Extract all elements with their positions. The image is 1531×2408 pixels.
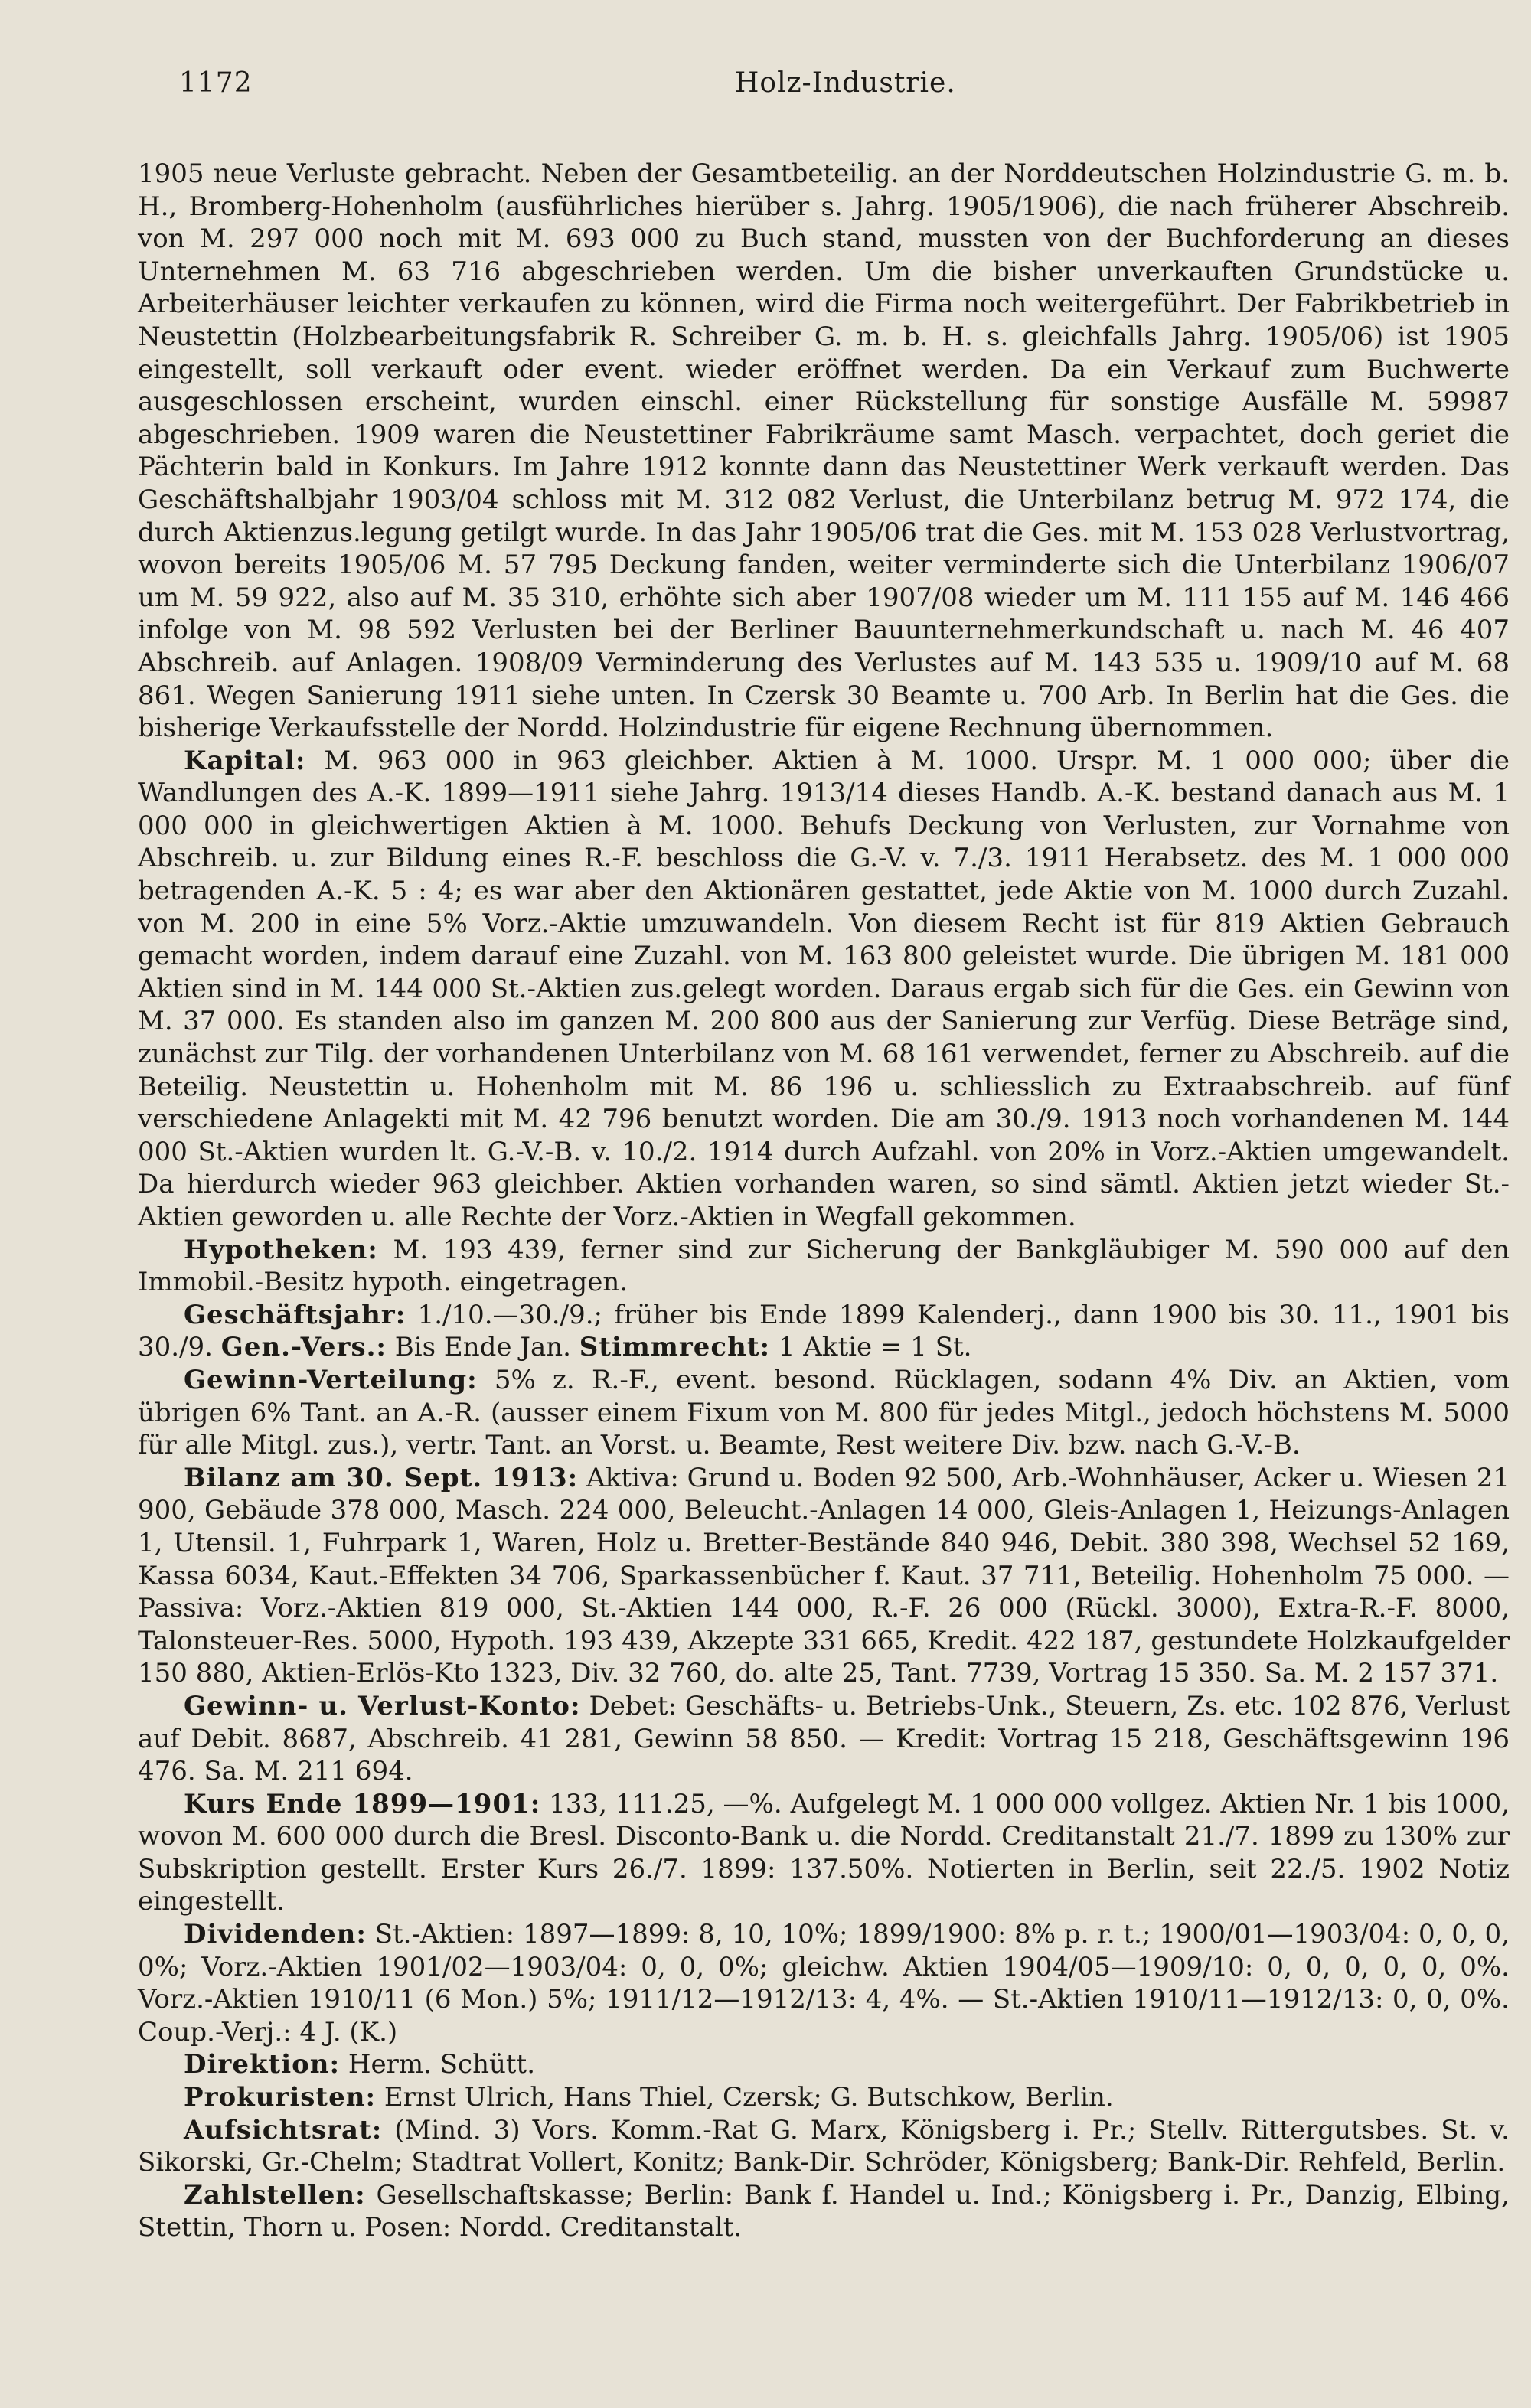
paragraph-text: Gesellschaftskasse; Berlin: Bank f. Handel u. Ind.; Königsberg i. Pr., Danzig, Elbing, Stettin, Thorn u. Posen: Nordd. Creditanstalt.	[138, 2179, 1510, 2243]
section-heading: Direktion:	[184, 2049, 341, 2080]
section-heading: Stimmrecht:	[579, 1332, 771, 1363]
paragraph-text: 133, 111.25, —%. Aufgelegt M. 1 000 000 vollgez. Aktien Nr. 1 bis 1000, wovon M. 600 000 durch die Bresl. Disconto-Bank u. die Nordd. Creditanstalt 21./7. 1899 zu 130% zur Subskription gestellt. Erster Kurs 26./7. 1899: 137.50%. Notierten in Berlin, seit 22./5. 1902 Notiz eingestellt.	[138, 1788, 1510, 1917]
paragraph-direktion	[138, 2048, 1510, 2081]
running-title: Holz-Industrie.	[735, 67, 956, 99]
paragraph-text: M. 193 439, ferner sind zur Sicherung der Bankgläubiger M. 590 000 auf den Immobil.-Besitz hypoth. eingetragen.	[138, 1234, 1510, 1298]
section-heading: Kurs Ende 1899—1901:	[184, 1788, 541, 1819]
body-text	[138, 158, 1510, 2244]
section-heading: Prokuristen:	[184, 2082, 377, 2113]
paragraph-text: 1./10.—30./9.; früher bis Ende 1899 Kalenderj., dann 1900 bis 30. 11., 1901 bis 30./9.	[138, 1299, 1510, 1363]
paragraph-kapital	[138, 745, 1510, 1234]
paragraph-text: M. 963 000 in 963 gleichber. Aktien à M. 1000. Urspr. M. 1 000 000; über die Wandlungen des A.-K. 1899—1911 siehe Jahrg. 1913/14 dieses Handb. A.-K. bestand danach aus M. 1 000 000 in gleichwertigen Aktien à M. 1000. Behufs Deckung von Verlusten, zur Vornahme von Abschreib. u. zur Bildung eines R.-F. beschloss die G.-V. v. 7./3. 1911 Herabsetz. des M. 1 000 000 betragenden A.-K. 5 : 4; es war aber den Aktionären gestattet, jede Aktie von M. 1000 durch Zuzahl. von M. 200 in eine 5% Vorz.-Aktie umzuwandeln. Von diesem Recht ist für 819 Aktien Gebrauch gemacht worden, indem darauf eine Zuzahl. von M. 163 800 geleistet wurde. Die übrigen M. 181 000 Aktien sind in M. 144 000 St.-Aktien zus.gelegt worden. Daraus ergab sich für die Ges. ein Gewinn von M. 37 000. Es standen also im ganzen M. 200 800 aus der Sanierung zur Verfüg. Diese Beträge sind, zunächst zur Tilg. der vorhandenen Unterbilanz von M. 68 161 verwendet, ferner zu Abschreib. auf die Beteilig. Neustettin u. Hohenholm mit M. 86 196 u. schliesslich zu Extraabschreib. auf fünf verschiedene Anlagekti mit M. 42 796 benutzt worden. Die am 30./9. 1913 noch vorhandenen M. 144 000 St.-Aktien wurden lt. G.-V.-B. v. 10./2. 1914 durch Aufzahl. von 20% in Vorz.-Aktien umgewandelt. Da hierdurch wieder 963 gleichber. Aktien vorhanden waren, so sind sämtl. Aktien jetzt wieder St.-Aktien geworden u. alle Rechte der Vorz.-Aktien in Wegfall gekommen.	[138, 745, 1510, 1232]
paragraph-gewinnverteilung	[138, 1364, 1510, 1462]
paragraph-text: Aktiva: Grund u. Boden 92 500, Arb.-Wohnhäuser, Acker u. Wiesen 21 900, Gebäude 378 000, Masch. 224 000, Beleucht.-Anlagen 14 000, Gleis-Anlagen 1, Heizungs-Anlagen 1, Utensil. 1, Fuhrpark 1, Waren, Holz u. Bretter-Bestände 840 946, Debit. 380 398, Wechsel 52 169, Kassa 6034, Kaut.-Effekten 34 706, Sparkassenbücher f. Kaut. 37 711, Beteilig. Hohenholm 75 000. — Passiva: Vorz.-Aktien 819 000, St.-Aktien 144 000, R.-F. 26 000 (Rückl. 3000), Extra-R.-F. 8000, Talonsteuer-Res. 5000, Hypoth. 193 439, Akzepte 331 665, Kredit. 422 187, gestundete Holzkaufgelder 150 880, Aktien-Erlös-Kto 1323, Div. 32 760, do. alte 25, Tant. 7739, Vortrag 15 350. Sa. M. 2 157 371.	[138, 1462, 1510, 1689]
paragraph-text: Debet: Geschäfts- u. Betriebs-Unk., Steuern, Zs. etc. 102 876, Verlust auf Debit. 8687, Abschreib. 41 281, Gewinn 58 850. — Kredit: Vortrag 15 218, Geschäftsgewinn 196 476. Sa. M. 211 694.	[138, 1690, 1510, 1787]
paragraph-geschaeftsjahr	[138, 1299, 1510, 1364]
page-number: 1172	[179, 67, 253, 99]
paragraph-dividenden	[138, 1918, 1510, 2048]
section-heading: Gen.-Vers.:	[220, 1332, 387, 1363]
section-heading: Gewinn- u. Verlust-Konto:	[184, 1690, 581, 1721]
paragraph-text: 1 Aktie = 1 St.	[770, 1332, 972, 1363]
section-heading: Kapital:	[184, 745, 306, 776]
paragraph-text: 5% z. R.-F., event. besond. Rücklagen, sodann 4% Div. an Aktien, vom übrigen 6% Tant. an A.-R. (ausser einem Fixum von M. 800 für jedes Mitgl., jedoch höchstens M. 5000 für alle Mitgl. zus.), vertr. Tant. an Vorst. u. Beamte, Rest weitere Div. bzw. nach G.-V.-B.	[138, 1364, 1510, 1461]
paragraph-intro	[138, 158, 1510, 745]
section-heading: Hypotheken:	[184, 1234, 378, 1265]
paragraph-kurs	[138, 1788, 1510, 1918]
section-heading: Bilanz am 30. Sept. 1913:	[184, 1462, 579, 1493]
page-header	[138, 60, 1510, 106]
section-heading: Zahlstellen:	[184, 2179, 366, 2211]
paragraph-bilanz	[138, 1462, 1510, 1690]
section-heading: Gewinn-Verteilung:	[184, 1364, 478, 1395]
paragraph-zahlstellen	[138, 2179, 1510, 2244]
paragraph-text: Ernst Ulrich, Hans Thiel, Czersk; G. Butschkow, Berlin.	[376, 2082, 1114, 2113]
section-heading: Aufsichtsrat:	[184, 2114, 383, 2145]
paragraph-text: Bis Ende Jan.	[386, 1332, 579, 1363]
paragraph-aufsichtsrat	[138, 2114, 1510, 2179]
paragraph-text: (Mind. 3) Vors. Komm.-Rat G. Marx, Königsberg i. Pr.; Stellv. Rittergutsbes. St. v. Sikorski, Gr.-Chelm; Stadtrat Vollert, Konitz; Bank-Dir. Schröder, Königsberg; Bank-Dir. Rehfeld, Berlin.	[138, 2114, 1510, 2178]
paragraph-prokuristen	[138, 2081, 1510, 2114]
paragraph-text: St.-Aktien: 1897—1899: 8, 10, 10%; 1899/1900: 8% p. r. t.; 1900/01—1903/04: 0, 0, 0, 0%; Vorz.-Aktien 1901/02—1903/04: 0, 0, 0%; gleichw. Aktien 1904/05—1909/10: 0, 0, 0, 0, 0, 0%. Vorz.-Aktien 1910/11 (6 Mon.) 5%; 1911/12—1912/13: 4, 4%. — St.-Aktien 1910/11—1912/13: 0, 0, 0%. Coup.-Verj.: 4 J. (K.)	[138, 1919, 1510, 2047]
paragraph-gewinnkonto	[138, 1690, 1510, 1788]
paragraph-text: Herm. Schütt.	[340, 2049, 536, 2080]
section-heading: Geschäftsjahr:	[184, 1299, 406, 1330]
paragraph-hypotheken	[138, 1234, 1510, 1299]
section-heading: Dividenden:	[184, 1919, 367, 1950]
paragraph-text: 1905 neue Verluste gebracht. Neben der Gesamtbeteilig. an der Norddeutschen Holzindustrie G. m. b. H., Bromberg-Hohenholm (ausführliches hierüber s. Jahrg. 1905/1906), die nach früherer Abschreib. von M. 297 000 noch mit M. 693 000 zu Buch stand, mussten von der Buchforderung an dieses Unternehmen M. 63 716 abgeschrieben werden. Um die bisher unverkauften Grundstücke u. Arbeiterhäuser leichter verkaufen zu können, wird die Firma noch weitergeführt. Der Fabrikbetrieb in Neustettin (Holzbearbeitungsfabrik R. Schreiber G. m. b. H. s. gleichfalls Jahrg. 1905/06) ist 1905 eingestellt, soll verkauft oder event. wieder eröffnet werden. Da ein Verkauf zum Buchwerte ausgeschlossen erscheint, wurden einschl. einer Rückstellung für sonstige Ausfälle M. 59987 abgeschrieben. 1909 waren die Neustettiner Fabrikräume samt Masch. verpachtet, doch geriet die Pächterin bald in Konkurs. Im Jahre 1912 konnte dann das Neustettiner Werk verkauft werden. Das Geschäftshalbjahr 1903/04 schloss mit M. 312 082 Verlust, die Unterbilanz betrug M. 972 174, die durch Aktienzus.legung getilgt wurde. In das Jahr 1905/06 trat die Ges. mit M. 153 028 Verlustvortrag, wovon bereits 1905/06 M. 57 795 Deckung fanden, weiter verminderte sich die Unterbilanz 1906/07 um M. 59 922, also auf M. 35 310, erhöhte sich aber 1907/08 wieder um M. 111 155 auf M. 146 466 infolge von M. 98 592 Verlusten bei der Berliner Bauunternehmerkundschaft u. nach M. 46 407 Abschreib. auf Anlagen. 1908/09 Verminderung des Verlustes auf M. 143 535 u. 1909/10 auf M. 68 861. Wegen Sanierung 1911 siehe unten. In Czersk 30 Beamte u. 700 Arb. In Berlin hat die Ges. die bisherige Verkaufsstelle der Nordd. Holzindustrie für eigene Rechnung übernommen.	[138, 158, 1510, 744]
